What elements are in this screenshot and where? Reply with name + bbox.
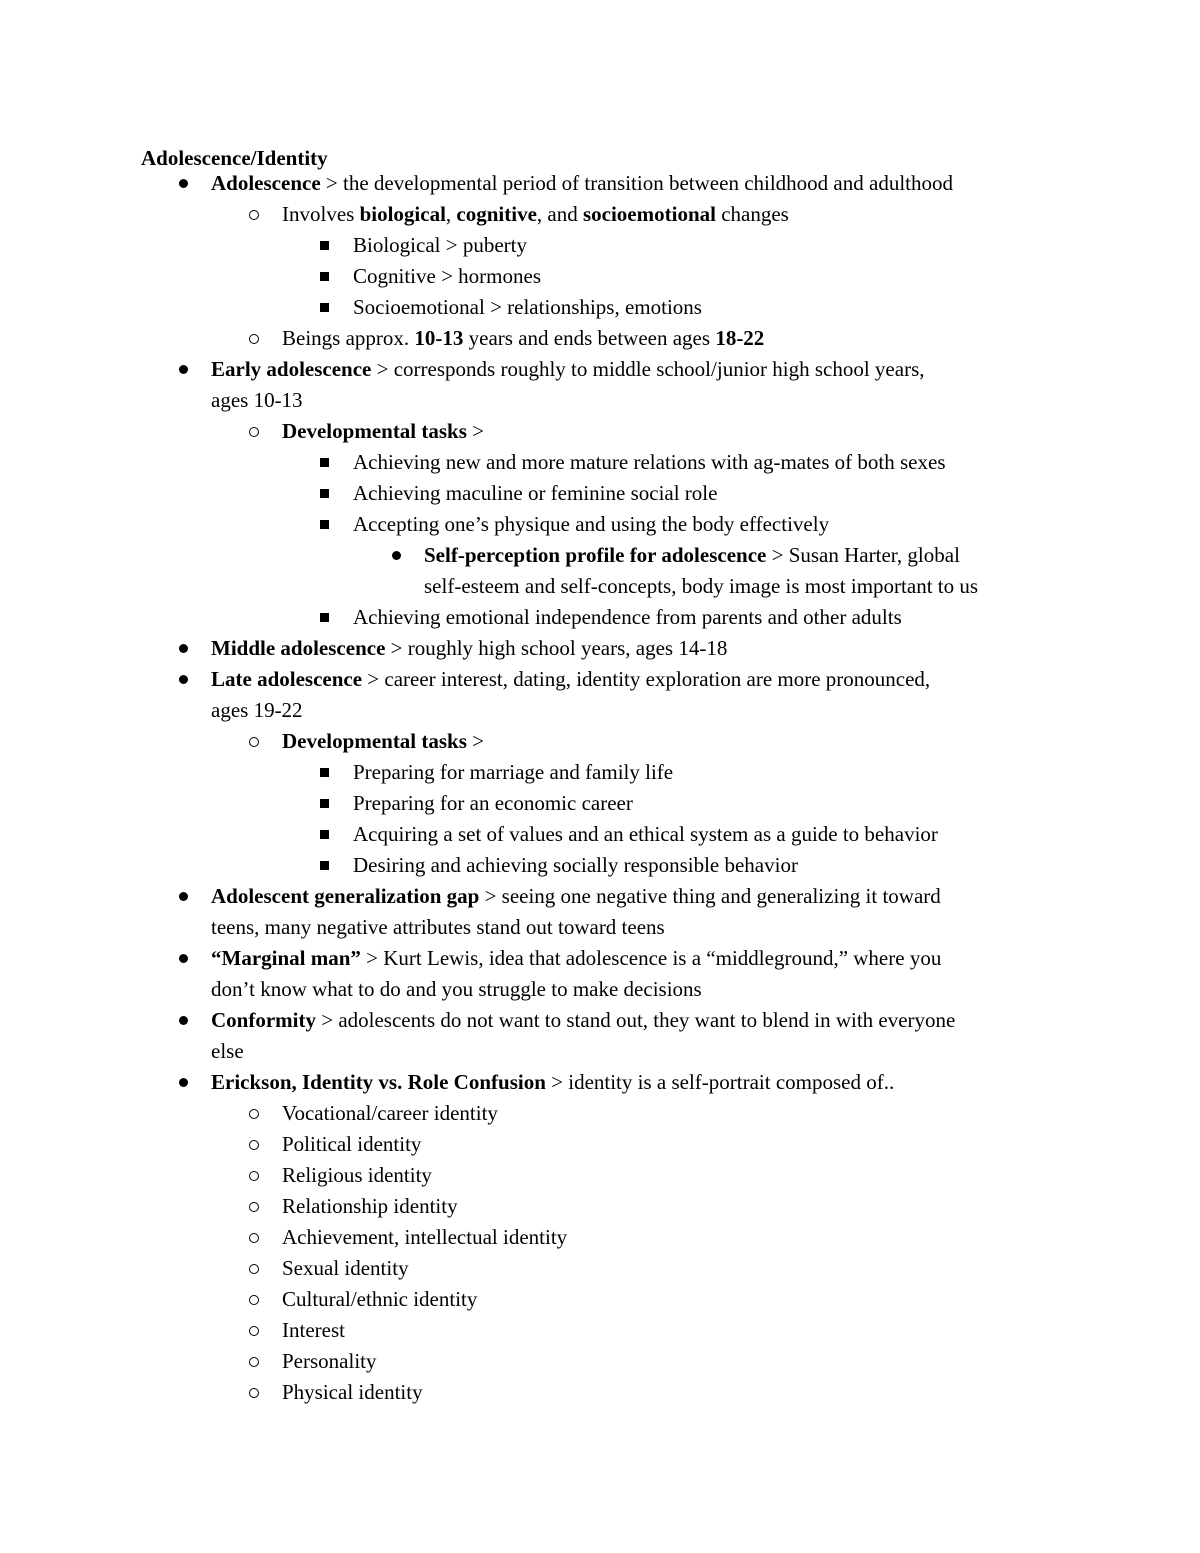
outline-line — [211, 695, 303, 726]
disc-bullet-icon — [179, 644, 188, 653]
line-text: , and — [536, 202, 583, 226]
line-text: , — [445, 202, 457, 226]
disc-bullet-icon — [179, 179, 188, 188]
line-text: Vocational/career identity — [282, 1101, 498, 1125]
bold-term: Early adolescence — [211, 357, 372, 381]
line-text: else — [211, 1039, 244, 1063]
outline-line — [424, 540, 960, 571]
outline-line — [282, 1253, 409, 1284]
outline-line — [282, 1191, 458, 1222]
outline-line — [353, 447, 946, 478]
circle-bullet-icon — [249, 210, 259, 220]
outline-line — [282, 1284, 477, 1315]
circle-bullet-icon — [249, 1202, 259, 1212]
circle-bullet-icon — [249, 1109, 259, 1119]
square-bullet-icon — [320, 830, 329, 839]
outline-line — [211, 168, 953, 199]
square-bullet-icon — [320, 799, 329, 808]
outline-line — [211, 1067, 894, 1098]
line-text: Accepting one’s physique and using the body effectively — [353, 512, 830, 536]
outline-line — [282, 1222, 567, 1253]
bold-term: Conformity — [211, 1008, 316, 1032]
line-text: Preparing for marriage and family life — [353, 760, 674, 784]
outline-line — [211, 1036, 244, 1067]
line-text: teens, many negative attributes stand out toward teens — [211, 915, 665, 939]
circle-bullet-icon — [249, 1295, 259, 1305]
outline-line — [282, 1129, 421, 1160]
outline-line — [211, 385, 303, 416]
outline-line — [353, 230, 527, 261]
bold-term: cognitive — [456, 202, 537, 226]
circle-bullet-icon — [249, 1264, 259, 1274]
line-text: Physical identity — [282, 1380, 423, 1404]
outline-line — [211, 974, 702, 1005]
line-text: Achievement, intellectual identity — [282, 1225, 568, 1249]
outline-line — [211, 1005, 955, 1036]
line-text: Sexual identity — [282, 1256, 409, 1280]
line-text: Acquiring a set of values and an ethical system as a guide to behavior — [353, 822, 938, 846]
outline-line — [353, 602, 902, 633]
line-text: Socioemotional > relationships, emotions — [353, 295, 702, 319]
line-text: Achieving emotional independence from parents and other adults — [353, 605, 902, 629]
bold-term: Adolescent generalization gap — [211, 884, 480, 908]
square-bullet-icon — [320, 241, 329, 250]
bold-term: 18-22 — [715, 326, 765, 350]
square-bullet-icon — [320, 613, 329, 622]
line-text: Personality — [282, 1349, 377, 1373]
line-text: Interest — [282, 1318, 345, 1342]
bold-term: Adolescence — [211, 171, 321, 195]
line-text: Preparing for an economic career — [353, 791, 633, 815]
line-text: Religious identity — [282, 1163, 432, 1187]
line-text: Achieving new and more mature relations with ag-mates of both sexes — [353, 450, 946, 474]
line-text: > Kurt Lewis, idea that adolescence is a “middleground,” where you — [360, 946, 942, 970]
disc-bullet-icon — [179, 892, 188, 901]
bold-term: biological — [359, 202, 446, 226]
line-text: > Susan Harter, global — [766, 543, 960, 567]
line-text: Political identity — [282, 1132, 422, 1156]
line-text: > seeing one negative thing and generalizing it toward — [479, 884, 941, 908]
line-text: don’t know what to do and you struggle to make decisions — [211, 977, 702, 1001]
disc-bullet-icon — [179, 675, 188, 684]
circle-bullet-icon — [249, 737, 259, 747]
bold-term: Self-perception profile for adolescence — [424, 543, 767, 567]
circle-bullet-icon — [249, 427, 259, 437]
line-text: Relationship identity — [282, 1194, 458, 1218]
outline-line — [282, 1315, 345, 1346]
square-bullet-icon — [320, 303, 329, 312]
outline-line — [211, 354, 925, 385]
line-text: changes — [715, 202, 789, 226]
outline-line — [282, 726, 484, 757]
line-text: > the developmental period of transition between childhood and adulthood — [320, 171, 953, 195]
bold-term: “Marginal man” — [211, 946, 361, 970]
line-text: ages 10-13 — [211, 388, 303, 412]
square-bullet-icon — [320, 520, 329, 529]
square-bullet-icon — [320, 861, 329, 870]
line-text: > identity is a self-portrait composed of.. — [545, 1070, 895, 1094]
line-text: ages 19-22 — [211, 698, 303, 722]
bold-term: socioemotional — [582, 202, 716, 226]
outline-line — [353, 509, 829, 540]
outline-line — [211, 881, 941, 912]
bold-term: Developmental tasks — [282, 729, 467, 753]
line-text: Beings approx. — [282, 326, 415, 350]
outline-line — [211, 664, 930, 695]
circle-bullet-icon — [249, 1171, 259, 1181]
line-text: > career interest, dating, identity exploration are more pronounced, — [362, 667, 931, 691]
line-text: > — [466, 729, 485, 753]
circle-bullet-icon — [249, 1233, 259, 1243]
disc-bullet-icon — [179, 954, 188, 963]
line-text: > corresponds roughly to middle school/junior high school years, — [371, 357, 925, 381]
outline-line — [353, 292, 702, 323]
outline-line — [282, 1160, 432, 1191]
disc-bullet-icon — [179, 365, 188, 374]
bold-term: 10-13 — [414, 326, 464, 350]
disc-bullet-icon — [179, 1016, 188, 1025]
outline-line — [211, 912, 665, 943]
disc-bullet-icon — [179, 1078, 188, 1087]
line-text: > — [466, 419, 485, 443]
line-text: > adolescents do not want to stand out, they want to blend in with everyone — [315, 1008, 956, 1032]
bold-term: Middle adolescence — [211, 636, 386, 660]
outline-line — [424, 571, 978, 602]
line-text: > roughly high school years, ages 14-18 — [385, 636, 728, 660]
outline-line — [282, 1346, 377, 1377]
circle-bullet-icon — [249, 1140, 259, 1150]
outline-line — [282, 1377, 423, 1408]
outline-line — [282, 1098, 498, 1129]
line-text: Desiring and achieving socially responsible behavior — [353, 853, 798, 877]
outline-line — [353, 788, 633, 819]
square-bullet-icon — [320, 458, 329, 467]
outline-line — [211, 633, 727, 664]
square-bullet-icon — [320, 489, 329, 498]
outline-line — [282, 199, 789, 230]
line-text: Involves — [282, 202, 360, 226]
outline-line — [353, 478, 717, 509]
outline-line — [353, 819, 938, 850]
square-bullet-icon — [320, 272, 329, 281]
outline-line — [353, 261, 541, 292]
line-text: years and ends between ages — [463, 326, 716, 350]
circle-bullet-icon — [249, 1326, 259, 1336]
document-title: Adolescence/Identity — [141, 146, 328, 170]
disc-bullet-icon — [392, 551, 401, 560]
line-text: self-esteem and self-concepts, body image is most important to us — [424, 574, 979, 598]
line-text: Cognitive > hormones — [353, 264, 541, 288]
outline-line — [282, 323, 764, 354]
circle-bullet-icon — [249, 1357, 259, 1367]
bold-term: Developmental tasks — [282, 419, 467, 443]
bold-term: Late adolescence — [211, 667, 363, 691]
line-text: Cultural/ethnic identity — [282, 1287, 478, 1311]
bold-term: Erickson, Identity vs. Role Confusion — [211, 1070, 546, 1094]
outline-line — [282, 416, 484, 447]
line-text: Achieving maculine or feminine social role — [353, 481, 718, 505]
outline-line — [353, 850, 798, 881]
circle-bullet-icon — [249, 334, 259, 344]
line-text: Biological > puberty — [353, 233, 527, 257]
square-bullet-icon — [320, 768, 329, 777]
circle-bullet-icon — [249, 1388, 259, 1398]
outline-line — [211, 943, 941, 974]
outline-line — [353, 757, 673, 788]
